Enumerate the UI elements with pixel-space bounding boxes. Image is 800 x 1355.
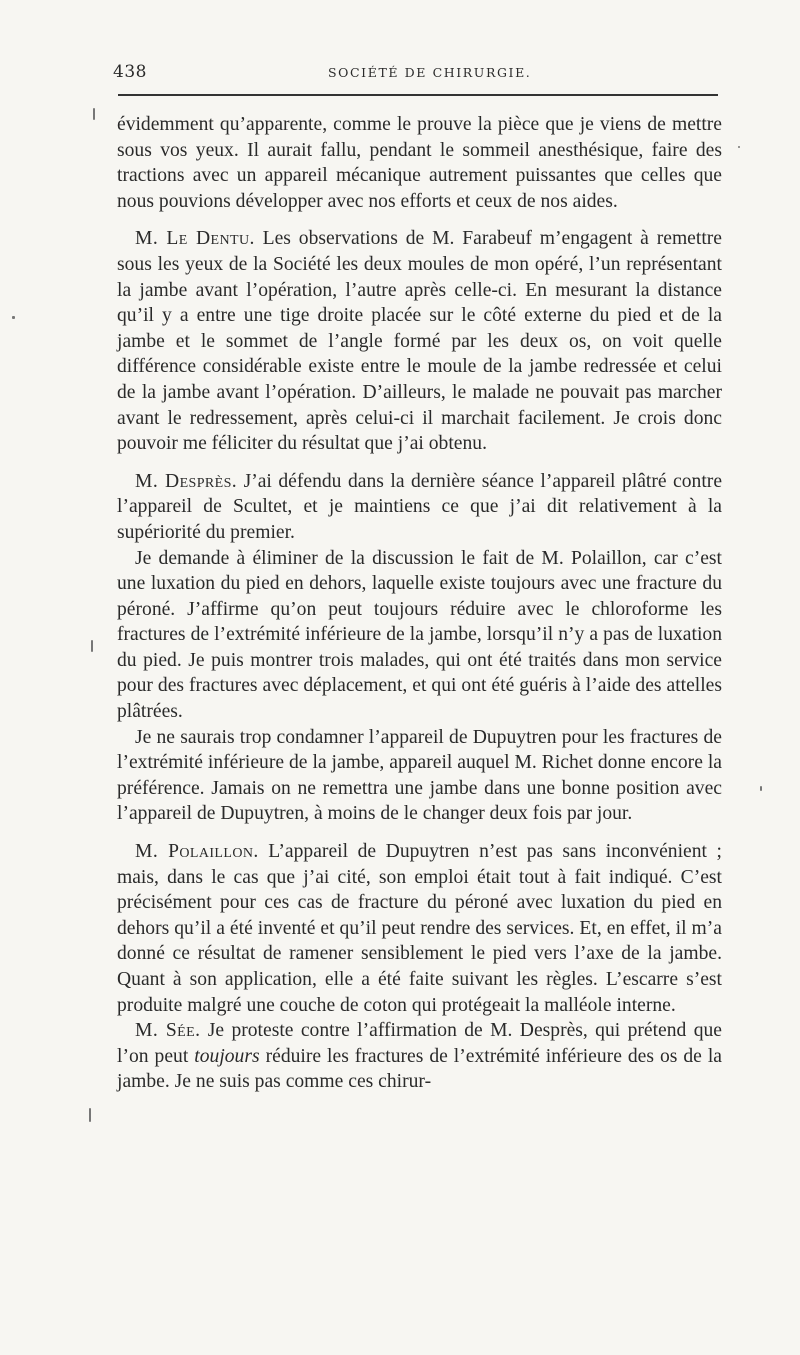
page-number: 438: [113, 62, 147, 82]
paragraph-le-dentu: [117, 226, 722, 456]
margin-speck: [93, 108, 95, 120]
header-rule: [118, 94, 718, 96]
text-segment: Je demande à éliminer de la discussion le fait de M. Polaillon, car c’est une luxation du pied en dehors, laquelle existe toujours avec une fracture du péroné. J’affirme qu’on peut toujours réduire avec le chloroforme les fractures de l’extrémité inférieure de la jambe, lorsqu’il n’y a pas de luxation du pied. Je puis montrer trois malades, qui ont été traités dans mon service pour des fractures avec déplacement, et qui ont été guéris à l’aide des attelles plâtrées.: [117, 547, 722, 723]
margin-speck: [738, 146, 740, 148]
paragraph-continuation: [117, 112, 722, 214]
margin-speck: [12, 316, 15, 319]
margin-speck: [91, 640, 93, 652]
text-segment: Je proteste contre l’affirmation de M. Desprès, qui prétend que l’on peut: [117, 1020, 722, 1067]
body-text: [117, 112, 722, 1095]
paragraph-despres-3: [117, 725, 722, 827]
text-segment: J’ai défendu dans la dernière séance l’appareil plâtré contre l’appareil de Scultet, et je maintiens ce que j’ai dit relativement à la supériorité du premier.: [117, 470, 723, 543]
margin-speck: [89, 1108, 91, 1122]
text-segment: évidemment qu’apparente, comme le prouve la pièce que je viens de mettre sous vos yeux. Il aurait fallu, pendant le sommeil anesthésique, faire des tractions avec un appareil mécanique autrement puissantes que celles que nous pouvions développer avec nos efforts et ceux de nos aides.: [117, 114, 722, 212]
text-segment: Je ne saurais trop condamner l’appareil de Dupuytren pour les fractures de l’extrémité inférieure de la jambe, appareil auquel M. Richet donne encore la préférence. Jamais on ne remettra une jambe dans une bonne position avec l’appareil de Dupuytren, à moins de le changer deux fois par jour.: [117, 726, 722, 825]
paragraph-see: [117, 1018, 722, 1095]
speaker-name: M. Polaillon.: [135, 841, 259, 863]
margin-speck: [760, 786, 762, 791]
running-title: SOCIÉTÉ DE CHIRURGIE.: [328, 65, 532, 80]
page-header: [113, 62, 718, 88]
speaker-name: M. Sée.: [135, 1020, 201, 1042]
paragraph-despres-2: [117, 546, 722, 725]
paragraph-polaillon: [117, 839, 722, 1018]
speaker-name: M. Le Dentu.: [135, 228, 255, 250]
text-segment: Les observations de M. Farabeuf m’engagent à remettre sous les yeux de la Société les deux moules de mon opéré, l’un représentant la jambe avant l’opération, l’autre après celle-ci. En mesurant la distance qu’il y a entre une tige droite placée sur le côté externe du pied et de la jambe et le sommet de l’angle formé par les deux os, on voit quelle différence considérable existe entre le moule de la jambe redressée et celui de la jambe avant l’opération. D’ailleurs, le malade ne pouvait pas marcher avant le redressement, après celui-ci il marchait facilement. Je crois donc pouvoir me féliciter du résultat que j’ai obtenu.: [117, 228, 722, 455]
text-segment: réduire les fractures de l’extrémité inférieure des os de la jambe. Je ne suis pas comme ces chirur-: [117, 1045, 723, 1093]
italic-word: toujours: [194, 1045, 260, 1067]
text-segment: L’appareil de Dupuytren n’est pas sans inconvénient ; mais, dans le cas que j’ai cité, son emploi était tout à fait indiqué. C’est précisément pour ces cas de fracture du péroné avec luxation du pied en dehors qu’il a été inventé et qu’il peut rendre des services. Et, en effet, il m’a donné ce résultat de ramener sensiblement le pied vers l’axe de la jambe. Quant à son application, elle a été faite suivant les règles. L’escarre s’est produite malgré une couche de coton qui protégeait la malléole interne.: [117, 841, 722, 1016]
speaker-name: M. Desprès.: [135, 470, 238, 492]
paragraph-despres: [117, 469, 722, 546]
